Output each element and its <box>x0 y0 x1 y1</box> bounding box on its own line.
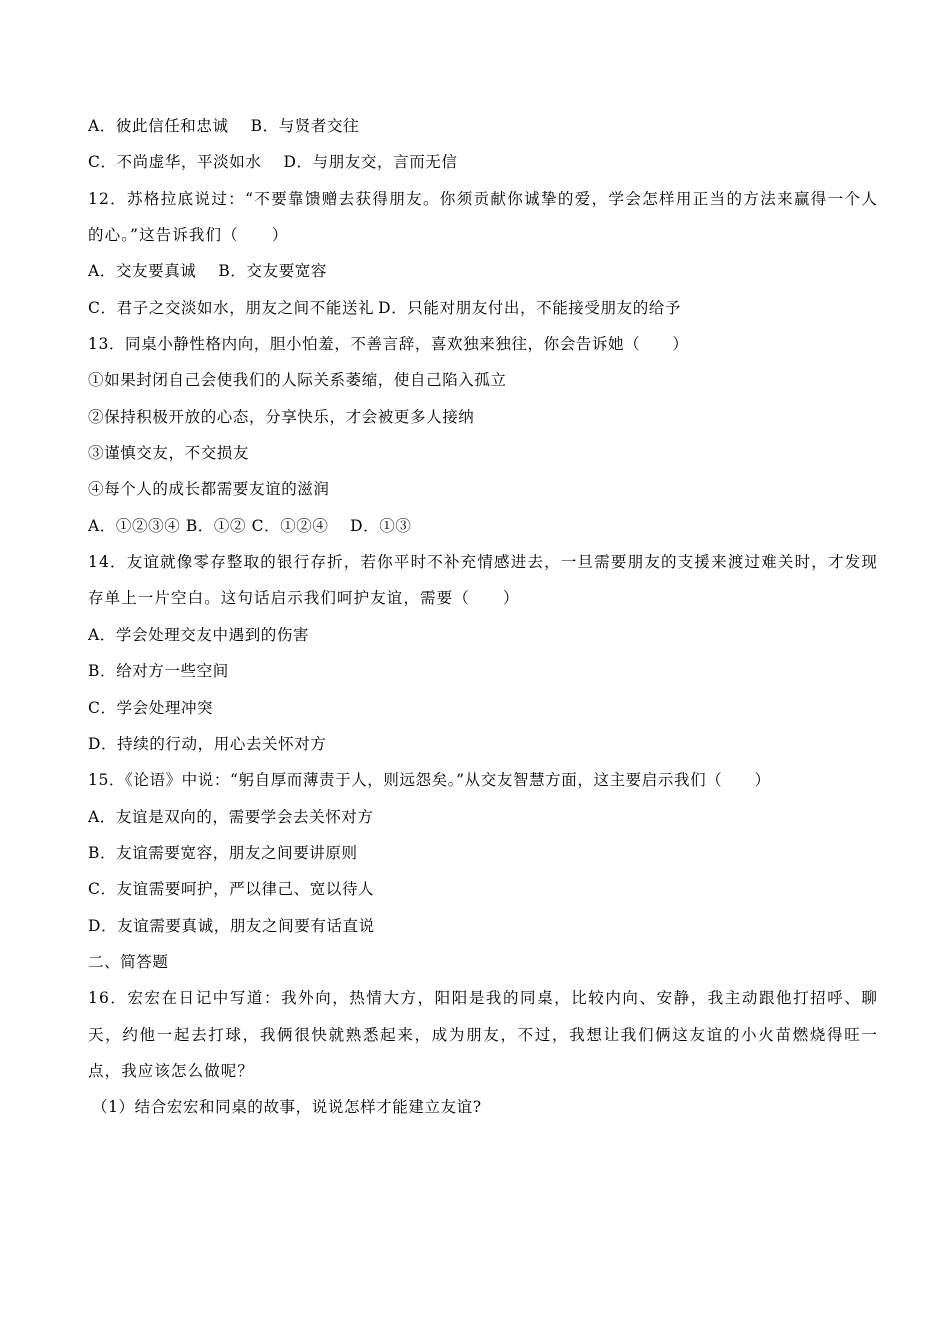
q12-stem: 12．苏格拉底说过：“不要靠馈赠去获得朋友。你须贡献你诚挚的爱，学会怎样用正当的方法来赢得一个人的心。”这告诉我们（ ） <box>88 189 878 245</box>
q11-option-a: A．彼此信任和忠诚 <box>88 117 229 135</box>
q12-options-row-1 <box>88 253 878 289</box>
q11-option-b: B．与贤者交往 <box>250 117 360 135</box>
q11-option-d: D．与朋友交，言而无信 <box>283 153 458 172</box>
q15-stem: 15．《论语》中说：“躬自厚而薄责于人，则远怨矣。”从交友智慧方面，这主要启示我们（ ） <box>88 771 771 790</box>
section-title-short-answer: 二、简答题 <box>88 952 169 971</box>
q13-item-4: ④每个人的成长都需要友谊的滋润 <box>88 480 330 499</box>
q11-options-row-1 <box>88 108 878 144</box>
q14-option-a: A．学会处理交友中遇到的伤害 <box>88 625 310 644</box>
q14-option-c: C．学会处理冲突 <box>88 698 214 717</box>
q13-item-2: ②保持积极开放的心态，分享快乐，才会被更多人接纳 <box>88 407 475 426</box>
q13-options: A．①②③④ B．①② C．①②④ D．①③ <box>88 516 412 535</box>
q12-option-b: B．交友要宽容 <box>218 262 327 281</box>
q15-option-a: A．友谊是双向的，需要学会去关怀对方 <box>88 807 374 826</box>
document-page <box>88 108 878 1126</box>
q15-option-c: C．友谊需要呵护，严以律己、宽以待人 <box>88 880 375 899</box>
q14-option-b: B．给对方一些空间 <box>88 662 229 681</box>
q12-options-row-2 <box>88 290 878 326</box>
q12-option-a: A．交友要真诚 <box>88 262 197 281</box>
q15-option-b: B．友谊需要宽容，朋友之间要讲原则 <box>88 843 358 862</box>
q11-options-row-2 <box>88 144 878 180</box>
q13-item-1: ①如果封闭自己会使我们的人际关系萎缩，使自己陷入孤立 <box>88 371 507 390</box>
q12-option-c: C．君子之交淡如水，朋友之间不能送礼 <box>88 298 375 317</box>
q13-item-3: ③谨慎交友，不交损友 <box>88 444 250 463</box>
q13-stem: 13．同桌小静性格内向，胆小怕羞，不善言辞，喜欢独来独往，你会告诉她（ ） <box>88 335 689 354</box>
q16-stem: 16．宏宏在日记中写道：我外向，热情大方，阳阳是我的同桌，比较内向、安静，我主动跟他打招呼、聊天，约他一起去打球，我俩很快就熟悉起来，成为朋友，不过，我想让我们俩这友谊的小火苗燃烧得旺一点，我应该怎么做呢？ <box>88 989 878 1080</box>
q11-option-c: C．不尚虚华，平淡如水 <box>88 153 262 172</box>
q14-stem: 14．友谊就像零存整取的银行存折，若你平时不补充情感进去，一旦需要朋友的支援来渡过难关时，才发现存单上一片空白。这句话启示我们呵护友谊，需要（ ） <box>88 553 878 608</box>
q16-sub-question-1: （1）结合宏宏和同桌的故事，说说怎样才能建立友谊? <box>92 1098 482 1117</box>
q15-option-d: D．友谊需要真诚，朋友之间要有话直说 <box>88 916 375 935</box>
q12-option-d: D．只能对朋友付出，不能接受朋友的给予 <box>378 298 682 317</box>
q14-option-d: D．持续的行动，用心去关怀对方 <box>88 734 327 753</box>
